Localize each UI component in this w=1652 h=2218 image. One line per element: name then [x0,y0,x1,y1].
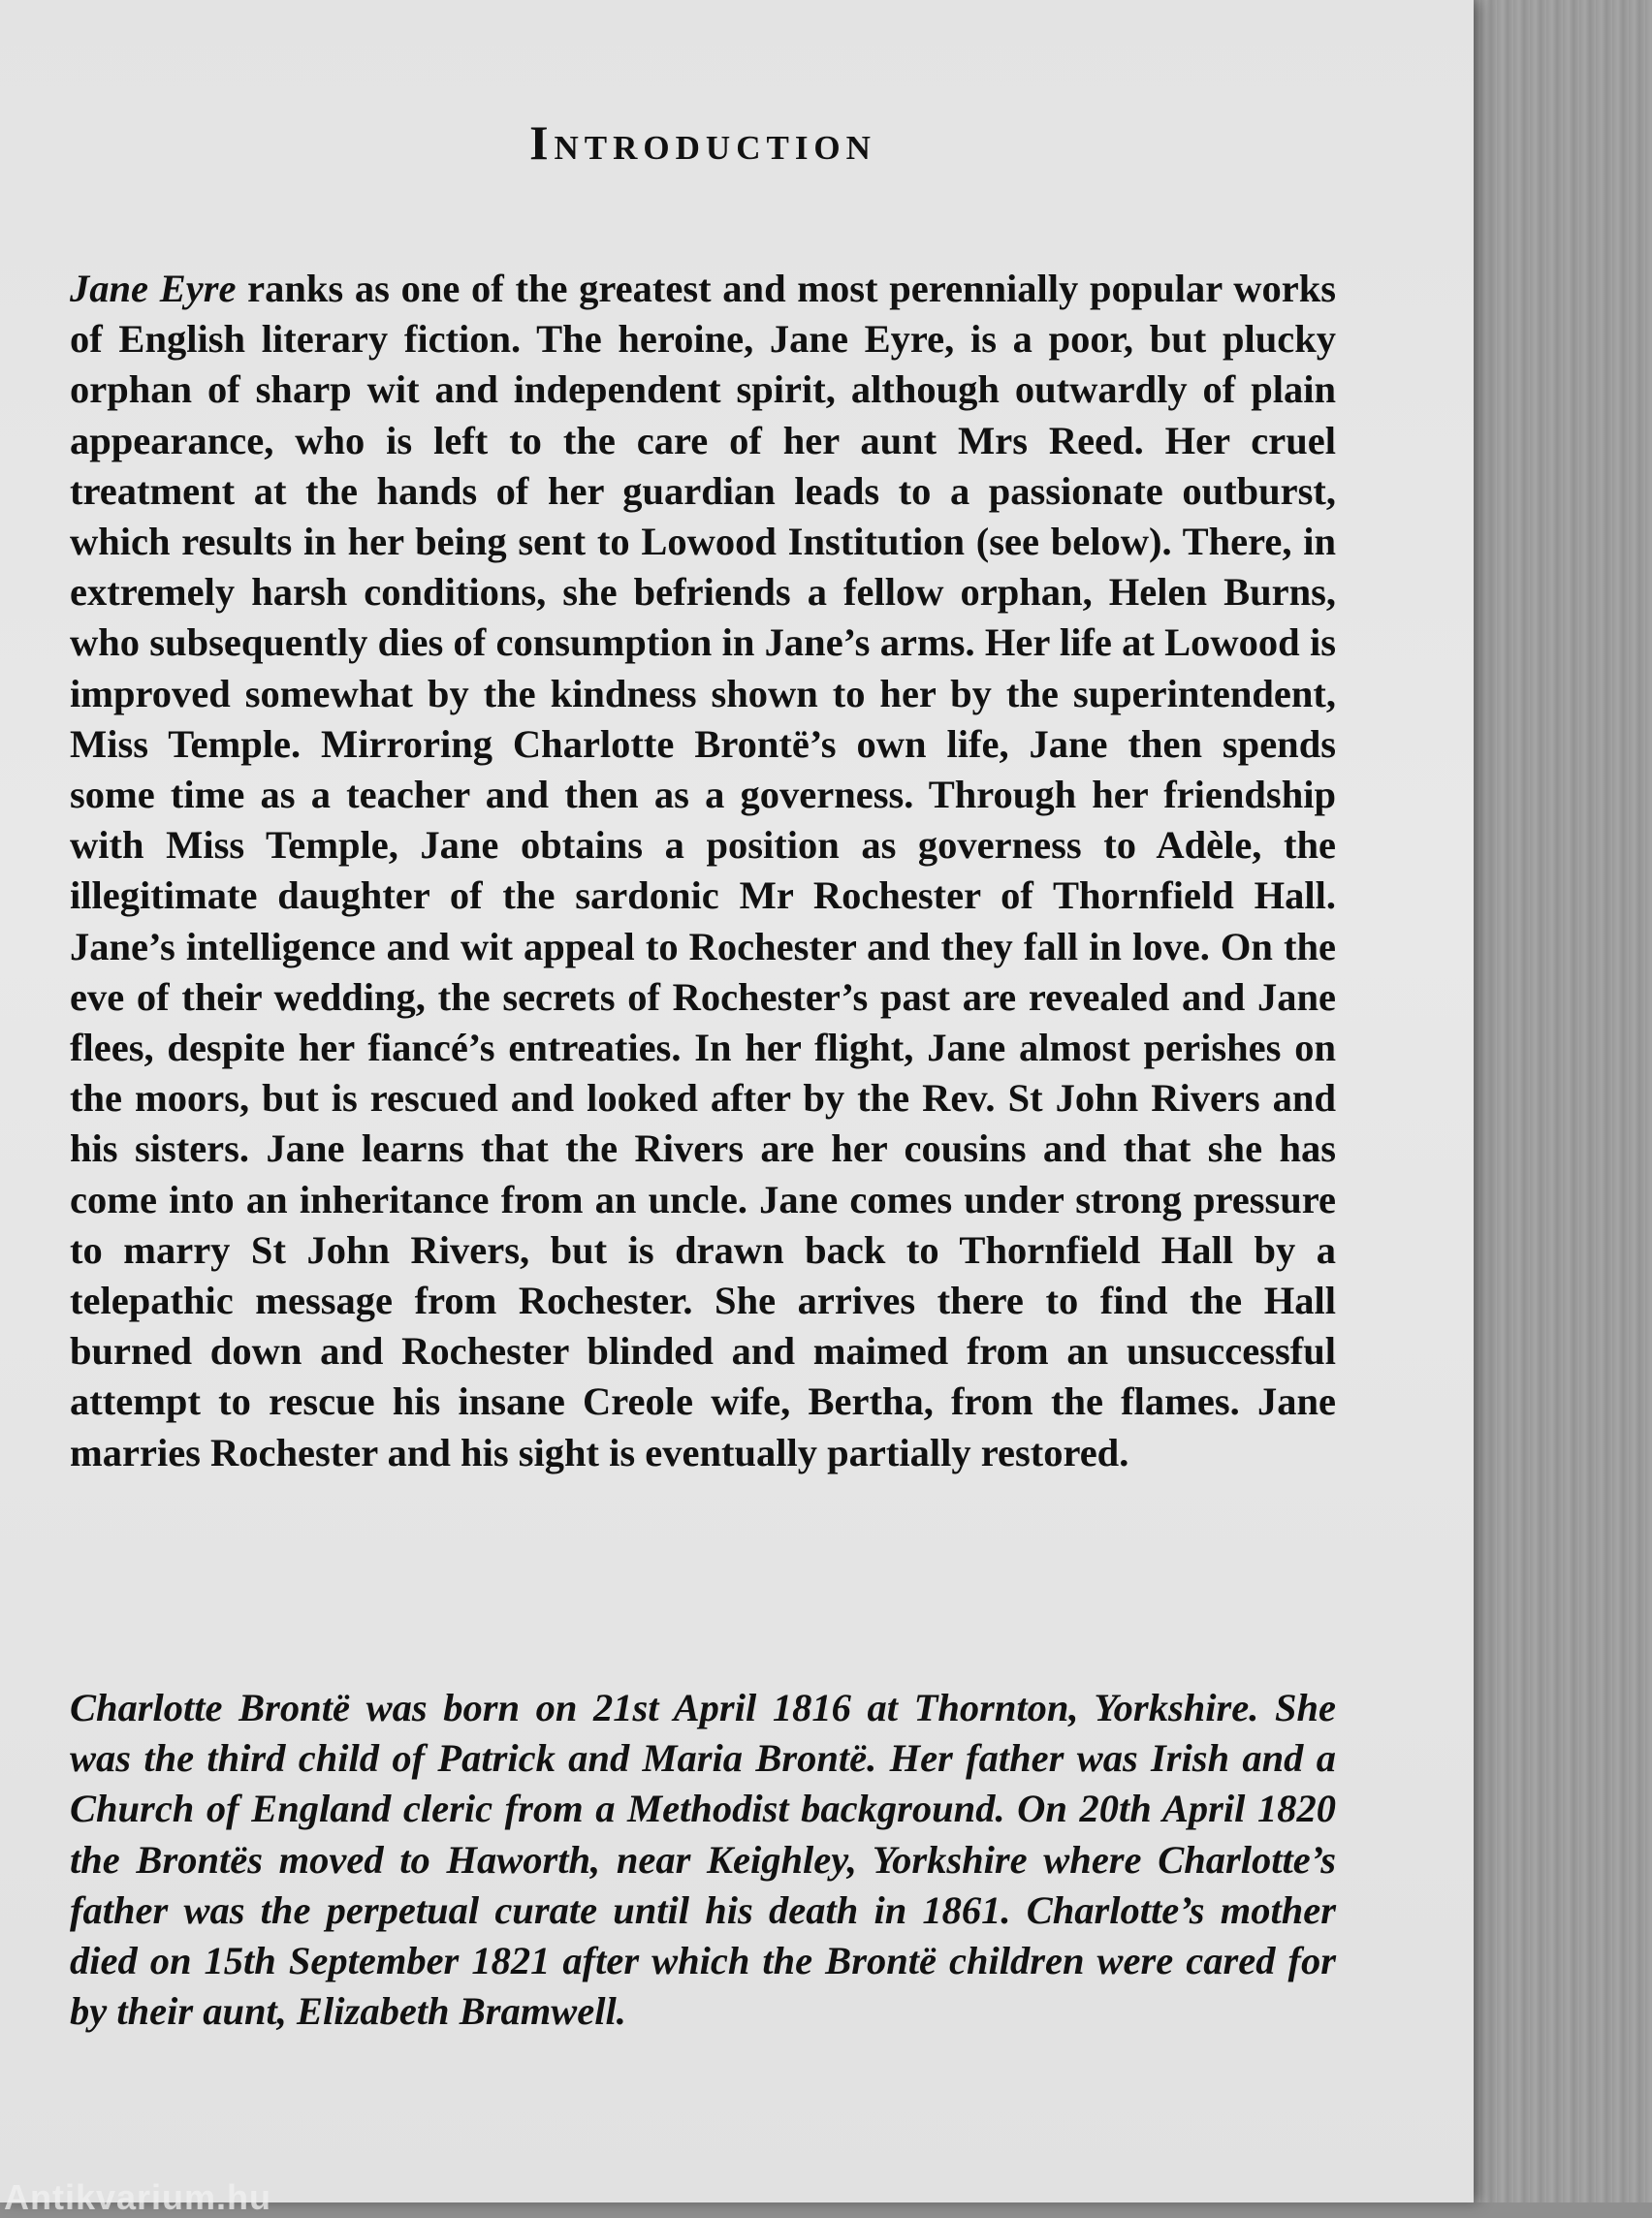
page-heading: Introduction [529,115,876,170]
book-title: Jane Eyre [70,267,237,310]
biography-paragraph: Charlotte Brontë was born on 21st April 1816 at Thornton, Yorkshire. She was the third child of Patrick and Maria Brontë. Her father was Irish and a Church of England cleric from a Methodist background. On 20th April 1820 the Brontës moved to Haworth, near Keighley, Yorkshire where Charlotte’s father was the perpetual curate until his death in 1861. Charlotte’s mother died on 15th September 1821 after which the Brontë children were cared for by their aunt, Elizabeth Bramwell. [70,1686,1336,2034]
adjacent-page-edge [1464,0,1652,2202]
intro-paragraph [70,264,1336,1478]
watermark: Antikvarium.hu [4,2177,272,2217]
intro-paragraph-text: ranks as one of the greatest and most perennially popular works of English literary fiction. The heroine, Jane Eyre, is a poor, but plucky orphan of sharp wit and independent spirit, although outwardly of plain appearance, who is left to the care of her aunt Mrs Reed. Her cruel treatment at the hands of her guardian leads to a passionate outburst, which results in her being sent to Lowood Institution (see below). There, in extremely harsh conditions, she befriends a fellow orphan, Helen Burns, who subsequently dies of consumption in Jane’s arms. Her life at Lowood is improved somewhat by the kindness shown to her by the superintendent, Miss Temple. Mirroring Charlotte Brontë’s own life, Jane then spends some time as a teacher and then as a governess. Through her friendship with Miss Temple, Jane obtains a position as governess to Adèle, the illegitimate daughter of the sardonic Mr Rochester of Thornfield Hall. Jane’s intelligence and wit appeal to Rochester and they fall in love. On the eve of their wedding, the secrets of Rochester’s past are revealed and Jane flees, despite her fiancé’s entreaties. In her flight, Jane almost perishes on the moors, but is rescued and looked after by the Rev. St John Rivers and his sisters. Jane learns that the Rivers are her cousins and that she has come into an inheritance from an uncle. Jane comes under strong pressure to marry St John Rivers, but is drawn back to Thornfield Hall by a telepathic message from Rochester. She arrives there to find the Hall burned down and Rochester blinded and maimed from an unsuccessful attempt to rescue his insane Creole wife, Bertha, from the flames. Jane marries Rochester and his sight is eventually partially restored. [70,267,1336,1474]
